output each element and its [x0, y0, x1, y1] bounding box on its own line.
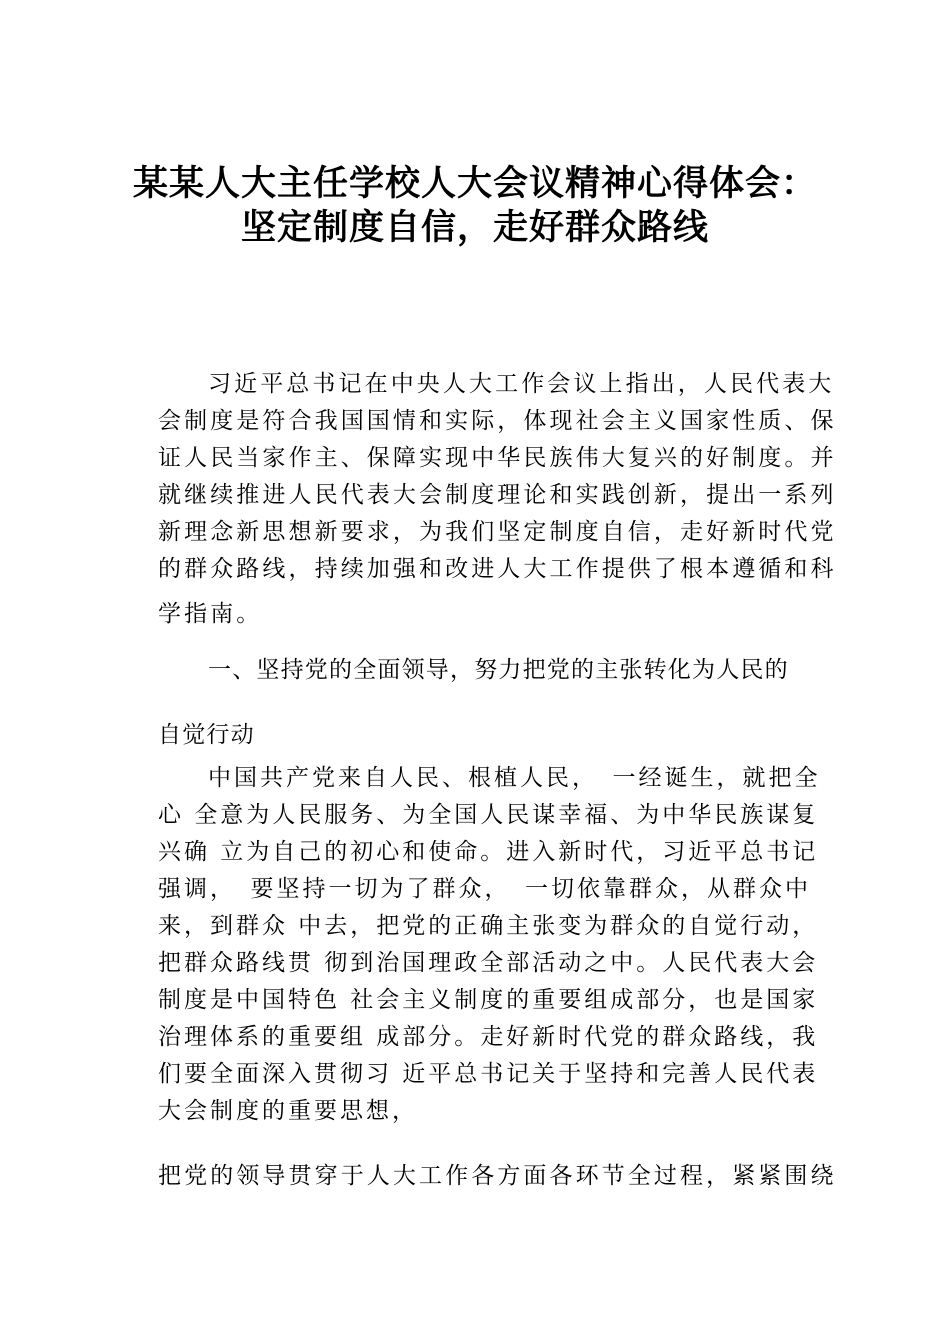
heading-line: 一、坚持党的全面领导，努力把党的主张转化为人民的: [208, 657, 789, 683]
paragraph-line: 新理念新思想新要求，为我们坚定制度自信，走好新时代党: [158, 519, 837, 545]
paragraph-line: 们要全面深入贯彻习 近平总书记关于坚持和完善人民代表: [158, 1061, 819, 1087]
section-heading-1: [158, 652, 828, 754]
paragraph-line: 大会制度的重要思想，: [158, 1098, 418, 1124]
paragraph-line: 来，到群众 中去，把党的正确主张变为群众的自觉行动，: [158, 913, 819, 939]
document-title-line-1: 某某人大主任学校人大会议精神心得体会：: [132, 164, 817, 204]
paragraph-line: 中国共产党来自人民、根植人民， 一经诞生，就把全: [208, 765, 821, 791]
paragraph-line: 的群众路线，持续加强和改进人大工作提供了根本遵循和科: [158, 556, 837, 582]
heading-line: 自觉行动: [158, 722, 255, 748]
paragraph-line: 制度是中国特色 社会主义制度的重要组成部分，也是国家: [158, 987, 819, 1013]
paragraph-line: 强调， 要坚持一切为了群众， 一切依靠群众，从群众中: [158, 876, 811, 902]
paragraph-section-1: [158, 760, 828, 1130]
paragraph-line: 兴确 立为自己的初心和使命。进入新时代，习近平总书记: [158, 839, 819, 865]
paragraph-line: 证人民当家作主、保障实现中华民族伟大复兴的好制度。并: [158, 445, 837, 471]
paragraph-line: 会制度是符合我国国情和实际，体现社会主义国家性质、保: [158, 408, 837, 434]
document-title-line-2: 坚定制度自信，走好群众路线: [240, 208, 709, 248]
paragraph-intro: [158, 366, 837, 633]
paragraph-line: 习近平总书记在中央人大工作会议上指出，人民代表大: [208, 371, 835, 397]
paragraph-line: 治理体系的重要组 成部分。走好新时代党的群众路线，我: [158, 1024, 819, 1050]
paragraph-line: 心 全意为人民服务、为全国人民谋幸福、为中华民族谋复: [158, 802, 819, 828]
paragraph-line: 学指南。: [158, 601, 263, 627]
paragraph-line: 把群众路线贯 彻到治国理政全部活动之中。人民代表大会: [158, 950, 819, 976]
paragraph-line: 把党的领导贯穿于人大工作各方面各环节全过程，紧紧围绕: [158, 1163, 837, 1189]
paragraph-continued: [158, 1158, 837, 1195]
paragraph-line: 就继续推进人民代表大会制度理论和实践创新，提出一系列: [158, 482, 837, 508]
